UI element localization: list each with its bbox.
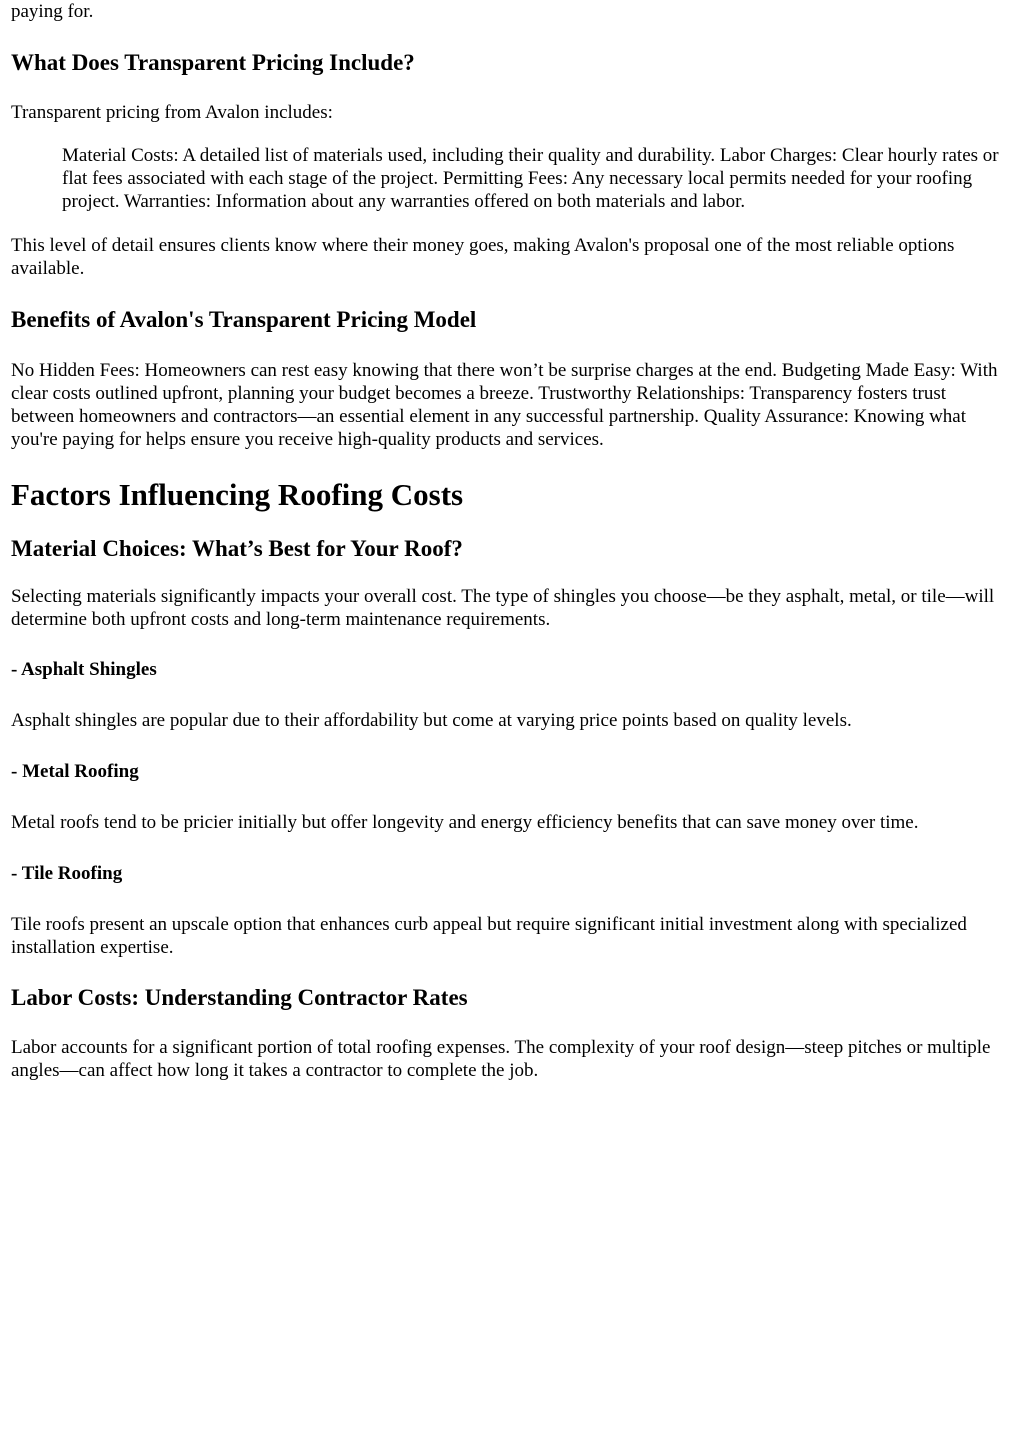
heading-transparent-pricing: What Does Transparent Pricing Include? — [11, 50, 415, 75]
heading-tile-roofing: - Tile Roofing — [11, 863, 123, 884]
paragraph-pricing-detail: This level of detail ensures clients know where their money goes, making Avalon's proposal one of the most reliable options available. — [11, 235, 955, 279]
paragraph-fragment: paying for. — [11, 1, 94, 22]
paragraph-pricing-intro: Transparent pricing from Avalon includes: — [11, 102, 333, 123]
heading-labor-costs: Labor Costs: Understanding Contractor Rates — [11, 985, 468, 1010]
paragraph-tile-roofing: Tile roofs present an upscale option that enhances curb appeal but require significant initial investment along with specialized installation expertise. — [11, 914, 967, 958]
heading-material-choices: Material Choices: What’s Best for Your Roof? — [11, 536, 463, 561]
paragraph-metal-roofing: Metal roofs tend to be pricier initially but offer longevity and energy efficiency benefits that can save money over time. — [11, 812, 919, 833]
heading-factors: Factors Influencing Roofing Costs — [11, 477, 464, 512]
heading-asphalt-shingles: - Asphalt Shingles — [11, 659, 157, 680]
paragraph-benefits: No Hidden Fees: Homeowners can rest easy knowing that there won’t be surprise charges at the end. Budgeting Made Easy: With clear costs outlined upfront, planning your budget becomes a breeze. Trustworthy Relationships: Transparency fosters trust between homeowners and contractors—an essential element in any successful partnership. Quality Assurance: Knowing what you're paying for helps ensure you receive high-quality products and services. — [11, 360, 998, 450]
paragraph-material-choices: Selecting materials significantly impacts your overall cost. The type of shingles you choose—be they asphalt, metal, or tile—will determine both upfront costs and long-term maintenance requirements. — [11, 586, 995, 630]
paragraph-labor-costs: Labor accounts for a significant portion of total roofing expenses. The complexity of your roof design—steep pitches or multiple angles—can affect how long it takes a contractor to complete the job. — [11, 1037, 991, 1081]
heading-benefits: Benefits of Avalon's Transparent Pricing Model — [11, 307, 477, 332]
paragraph-asphalt-shingles: Asphalt shingles are popular due to their affordability but come at varying price points based on quality levels. — [11, 710, 852, 731]
heading-metal-roofing: - Metal Roofing — [11, 761, 139, 782]
pricing-items-quote: Material Costs: A detailed list of materials used, including their quality and durability. Labor Charges: Clear hourly rates or flat fees associated with each stage of the project. Permitting Fees: Any necessary local permits needed for your roofing project. Warranties: Information about any warranties offered on both materials and labor. — [62, 145, 999, 212]
